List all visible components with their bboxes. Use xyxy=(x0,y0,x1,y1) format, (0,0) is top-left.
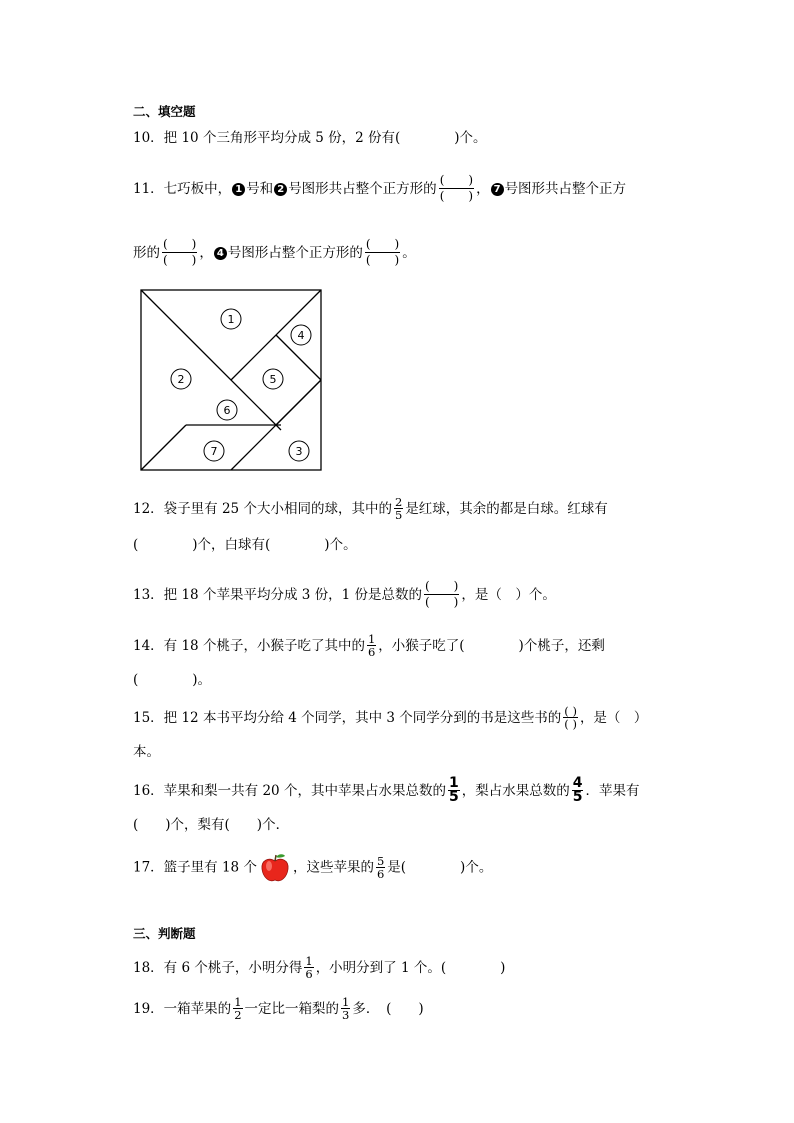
q11-text: 号图形共占整个正方 xyxy=(504,181,627,197)
q12-text: 是红球，其余的都是白球。红球有 xyxy=(405,501,608,517)
fraction-one-half xyxy=(233,996,242,1021)
q19-text: 多． ( ) xyxy=(352,1001,424,1017)
fraction-five-sixths xyxy=(376,855,385,880)
fraction-numerator: 5 xyxy=(376,853,385,868)
fraction-four-fifths xyxy=(572,777,584,804)
tangram-label-4: 4 xyxy=(297,329,305,342)
q16-text: ．苹果有 xyxy=(585,783,640,799)
fraction-one-sixth xyxy=(367,633,376,658)
question-12-line-1 xyxy=(133,497,608,522)
question-16-line-2: ( )个，梨有( )个． xyxy=(133,817,290,833)
tangram-line xyxy=(141,425,186,470)
fraction-numerator: 2 xyxy=(394,495,403,509)
q16-text: ，梨占水果总数的 xyxy=(461,783,570,799)
fraction-numerator: 1 xyxy=(448,775,459,791)
fraction-one-sixth xyxy=(304,955,313,980)
fraction-blank[interactable] xyxy=(439,173,474,204)
fraction-numerator: 4 xyxy=(572,775,583,791)
q13-text: ，是（ ）个。 xyxy=(461,587,556,603)
question-14-line-1 xyxy=(133,634,605,659)
circled-number-4: 4 xyxy=(214,247,227,260)
question-15-line-1 xyxy=(133,706,647,731)
section-title-true-false: 三、判断题 xyxy=(133,926,196,941)
q14-text: ，小猴子吃了( )个桃子，还剩 xyxy=(378,638,605,654)
question-10: 10．把 10 个三角形平均分成 5 份，2 份有( )个。 xyxy=(133,130,487,146)
fraction-denominator-blank: ( ) xyxy=(425,595,459,609)
q15-text: ，是（ ） xyxy=(579,710,648,726)
fraction-denominator: 2 xyxy=(234,1008,242,1022)
fraction-blank[interactable] xyxy=(563,705,578,730)
tangram-label-2: 2 xyxy=(177,373,185,386)
fraction-blank[interactable] xyxy=(162,237,197,268)
q18-text: ，小明分到了 1 个。( ) xyxy=(315,960,506,976)
fraction-one-fifth xyxy=(448,777,460,804)
fraction-denominator: 6 xyxy=(376,866,385,881)
q17-text: 17．篮子里有 18 个 xyxy=(133,859,257,876)
fraction-denominator-blank: ( ) xyxy=(439,189,474,203)
q11-text: 11．七巧板中， xyxy=(133,181,232,197)
q13-text: 13．把 18 个苹果平均分成 3 份，1 份是总数的 xyxy=(133,587,422,603)
question-17 xyxy=(133,852,492,884)
fraction-denominator-blank: ( ) xyxy=(564,717,577,731)
q11-text: 号和 xyxy=(246,181,274,197)
q16-text: 16．苹果和梨一共有 20 个，其中苹果占水果总数的 xyxy=(133,783,446,799)
fraction-denominator: 5 xyxy=(394,508,403,522)
tangram-line xyxy=(141,290,281,430)
question-15-line-2: 本。 xyxy=(133,744,160,760)
tangram-diagram xyxy=(138,287,328,473)
question-14-line-2: ( )。 xyxy=(133,672,212,688)
q14-text: 14．有 18 个桃子，小猴子吃了其中的 xyxy=(133,638,365,654)
q11-text: 号图形占整个正方形的 xyxy=(227,245,363,261)
q11-text: 号图形共占整个正方形的 xyxy=(288,181,437,197)
fraction-denominator: 5 xyxy=(448,789,459,805)
question-11-line-1 xyxy=(133,174,626,205)
fraction-denominator-blank: ( ) xyxy=(365,253,400,267)
fraction-numerator: 1 xyxy=(367,632,376,646)
q19-text: 19．一箱苹果的 xyxy=(133,1001,232,1017)
q11-text: ， xyxy=(476,181,490,197)
fraction-denominator: 6 xyxy=(305,967,313,981)
fraction-numerator: 1 xyxy=(234,995,242,1009)
fraction-numerator-blank: ( ) xyxy=(163,237,197,251)
fraction-denominator: 6 xyxy=(367,645,376,659)
question-12-line-2: ( )个，白球有( )个。 xyxy=(133,537,357,553)
fraction-one-third xyxy=(341,996,350,1021)
fraction-blank[interactable] xyxy=(365,237,400,268)
tangram-label-3: 3 xyxy=(295,445,303,458)
q11-text: ， xyxy=(199,245,213,261)
section-title-fill-in: 二、填空题 xyxy=(133,104,196,119)
fraction-numerator: 1 xyxy=(342,995,350,1009)
circled-number-1: 1 xyxy=(232,183,245,196)
q18-text: 18．有 6 个桃子，小明分得 xyxy=(133,960,303,976)
circled-number-2: 2 xyxy=(274,183,287,196)
tangram-label-6: 6 xyxy=(223,404,231,417)
fraction-numerator-blank: ( ) xyxy=(425,579,459,593)
fraction-denominator-blank: ( ) xyxy=(163,253,197,267)
question-16-line-1 xyxy=(133,775,640,805)
fraction-numerator: 1 xyxy=(305,954,313,968)
q11-text: 形的 xyxy=(133,245,160,261)
apple-icon xyxy=(259,852,291,884)
question-19 xyxy=(133,997,424,1022)
q15-text: 15．把 12 本书平均分给 4 个同学，其中 3 个同学分到的书是这些书的 xyxy=(133,710,562,726)
question-11-line-2 xyxy=(133,238,416,269)
fraction-numerator-blank: ( ) xyxy=(564,704,577,718)
q19-text: 一定比一箱梨的 xyxy=(244,1001,340,1017)
fraction-two-fifths xyxy=(394,496,403,521)
question-13 xyxy=(133,580,556,611)
fraction-denominator: 5 xyxy=(572,789,583,805)
circled-number-7: 7 xyxy=(491,183,504,196)
q11-text: 。 xyxy=(402,245,416,261)
tangram-label-5: 5 xyxy=(269,373,277,386)
q17-text: ，这些苹果的 xyxy=(292,859,374,876)
fraction-denominator: 3 xyxy=(342,1008,350,1022)
q12-text: 12．袋子里有 25 个大小相同的球，其中的 xyxy=(133,501,392,517)
tangram-label-7: 7 xyxy=(210,445,218,458)
question-18 xyxy=(133,956,505,981)
fraction-numerator-blank: ( ) xyxy=(365,237,400,251)
fraction-numerator-blank: ( ) xyxy=(439,173,474,187)
q17-text: 是( )个。 xyxy=(387,859,493,876)
fraction-blank[interactable] xyxy=(424,579,459,610)
tangram-label-1: 1 xyxy=(227,313,235,326)
